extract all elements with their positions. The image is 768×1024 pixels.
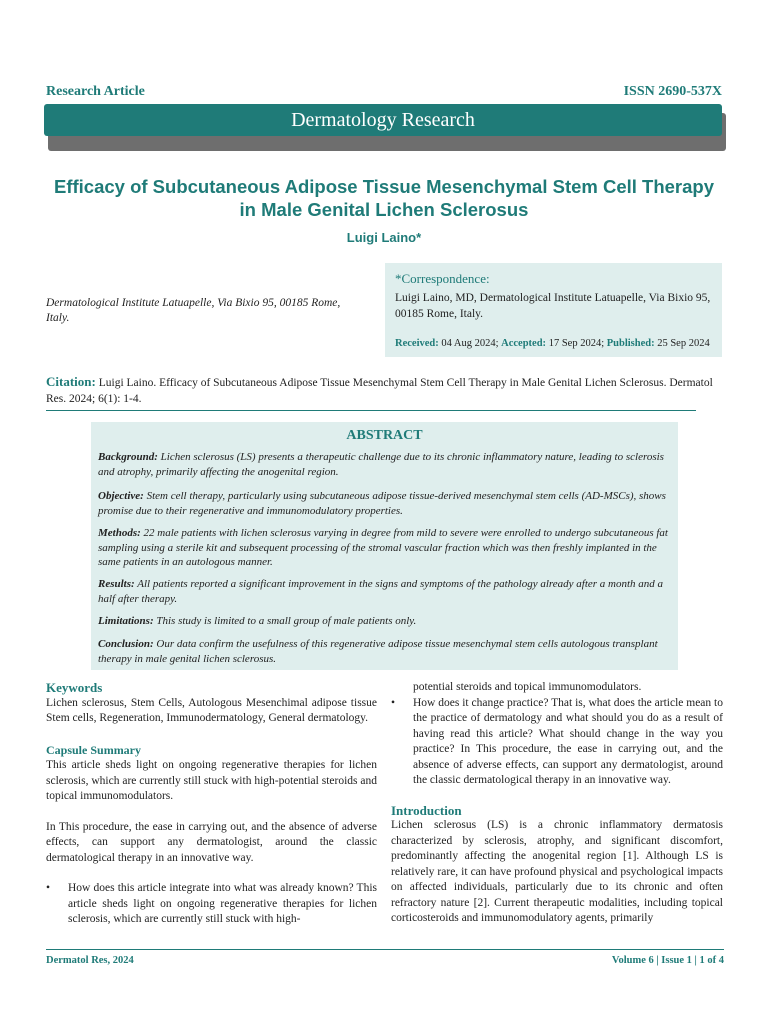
bullet-dot: •: [391, 696, 396, 709]
footer-divider: [46, 949, 724, 950]
bullet-item-1-continued: [391, 680, 723, 696]
article-title-line-1: Efficacy of Subcutaneous Adipose Tissue Mesenchymal Stem Cell Therapy: [53, 176, 715, 197]
bullet-item-2: [391, 696, 723, 789]
published-date: 25 Sep 2024: [657, 338, 710, 349]
bullet-item-1-text: How does this article integrate into what was already known? This article sheds light on ongoing regenerative therapies for lichen sclerosis, which are currently still stuck with high-: [68, 882, 377, 925]
abstract-objective-text: Stem cell therapy, particularly using subcutaneous adipose tissue-derived mesenchymal stem cells (AD-MSCs), shows promise due to their regenerative and immunomodulatory properties.: [98, 490, 666, 517]
abstract-background-text: Lichen sclerosus (LS) presents a therapeutic challenge due to its chronic inflammatory nature, leading to sclerosis and atrophy, primarily affecting the anogenital region.: [98, 451, 664, 478]
bullet-item-1: [46, 881, 377, 928]
capsule-summary-heading: Capsule Summary: [46, 742, 142, 757]
abstract-methods-text: 22 male patients with lichen sclerosus varying in degree from mild to severe were enrolled to undergo subcutaneous fat sampling using a sterile kit and subsequent processing of the stromal vascular fraction which was then freshly implanted in the same patients in an autologous manner.: [98, 527, 668, 568]
abstract-background: [98, 450, 670, 479]
article-dates: [395, 338, 710, 349]
article-type-label: Research Article: [46, 84, 145, 99]
article-title: [30, 175, 738, 221]
citation-text: Luigi Laino. Efficacy of Subcutaneous Adipose Tissue Mesenchymal Stem Cell Therapy in Male Genital Lichen Sclerosus. Dermatol Res. 2024; 6(1): 1-4.: [46, 377, 713, 405]
introduction-text: Lichen sclerosus (LS) is a chronic inflammatory dermatosis characterized by sclerosis, atrophy, and significant discomfort, predominantly affecting the anogenital region [1]. Although LS is relatively rare, it can have profound physical and psychological impacts on affected individuals, particularly due to its chronic and often refractory nature [2]. Current therapeutic modalities, including topical corticosteroids and immunomodulatory agents, primarily: [391, 819, 723, 924]
abstract-conclusion-label: Conclusion:: [98, 638, 154, 650]
accepted-label: Accepted:: [501, 338, 547, 349]
capsule-summary-paragraph-1: This article sheds light on ongoing regenerative therapies for lichen sclerosis, which are currently still stuck with high-potential steroids and topical immunomodulators.: [46, 759, 377, 802]
citation-divider: [46, 410, 696, 411]
received-label: Received:: [395, 338, 439, 349]
author-name: Luigi Laino*: [346, 230, 422, 245]
published-label: Published:: [606, 338, 655, 349]
bullet-dot: •: [46, 882, 51, 894]
author-affiliation: Dermatological Institute Latuapelle, Via Bixio 95, 00185 Rome, Italy.: [46, 297, 341, 324]
left-column: [46, 680, 377, 928]
abstract-limitations: [98, 614, 670, 629]
abstract-box: [91, 422, 678, 670]
correspondence-text: Luigi Laino, MD, Dermatological Institute Latuapelle, Via Bixio 95, 00185 Rome, Italy.: [395, 292, 711, 320]
abstract-limitations-label: Limitations:: [98, 615, 154, 627]
abstract-objective: [98, 489, 670, 518]
keywords-text: Lichen sclerosus, Stem Cells, Autologous Mesenchimal adipose tissue Stem cells, Regeneration, Immunodermatology, General dermatology.: [46, 696, 377, 724]
abstract-methods-label: Methods:: [98, 527, 141, 539]
correspondence-box: [385, 263, 722, 357]
abstract-title: ABSTRACT: [346, 428, 423, 443]
accepted-date: 17 Sep 2024;: [548, 338, 605, 349]
received-date: 04 Aug 2024;: [441, 338, 499, 349]
abstract-results-label: Results:: [98, 578, 135, 590]
introduction-heading: Introduction: [391, 802, 462, 818]
abstract-objective-label: Objective:: [98, 490, 144, 502]
keywords-heading: Keywords: [46, 680, 103, 695]
bullet-item-2-text: How does it change practice? That is, what does the article mean to the practice of dermatology and what should you do as a result of having read this article? What should change in the way you practice? In This procedure, the ease in carrying out, and the absence of adverse effects, can support any dermatologist, around the classic dermatological therapy in an innovative way.: [413, 696, 723, 786]
abstract-results: [98, 577, 670, 606]
correspondence-title: *Correspondence:: [395, 271, 490, 286]
issn-label: ISSN 2690-537X: [623, 84, 722, 99]
capsule-summary-paragraph-2: In This procedure, the ease in carrying out, and the absence of adverse effects, can support any dermatologist, around the classic dermatological therapy in an innovative way.: [46, 820, 377, 864]
bullet-item-1-continued-text: potential steroids and topical immunomodulators.: [413, 681, 642, 693]
footer-journal-year: Dermatol Res, 2024: [46, 955, 134, 966]
abstract-conclusion-text: Our data confirm the usefulness of this regenerative adipose tissue mesenchymal stem cells autologous transplant therapy in male genital lichen sclerosus.: [98, 638, 658, 665]
abstract-methods: [98, 526, 670, 570]
citation-label: Citation:: [46, 374, 96, 389]
citation: [46, 374, 724, 407]
abstract-results-text: All patients reported a significant improvement in the signs and symptoms of the pathology already after a month and a half after therapy.: [98, 578, 664, 605]
article-title-line-2: in Male Genital Lichen Sclerosus: [239, 199, 529, 220]
abstract-limitations-text: This study is limited to a small group of male patients only.: [156, 615, 417, 627]
abstract-conclusion: [98, 637, 670, 666]
right-column: [391, 680, 723, 927]
journal-banner: Dermatology Research: [44, 104, 722, 136]
footer-volume-issue-page: Volume 6 | Issue 1 | 1 of 4: [611, 955, 724, 966]
abstract-background-label: Background:: [98, 451, 158, 463]
